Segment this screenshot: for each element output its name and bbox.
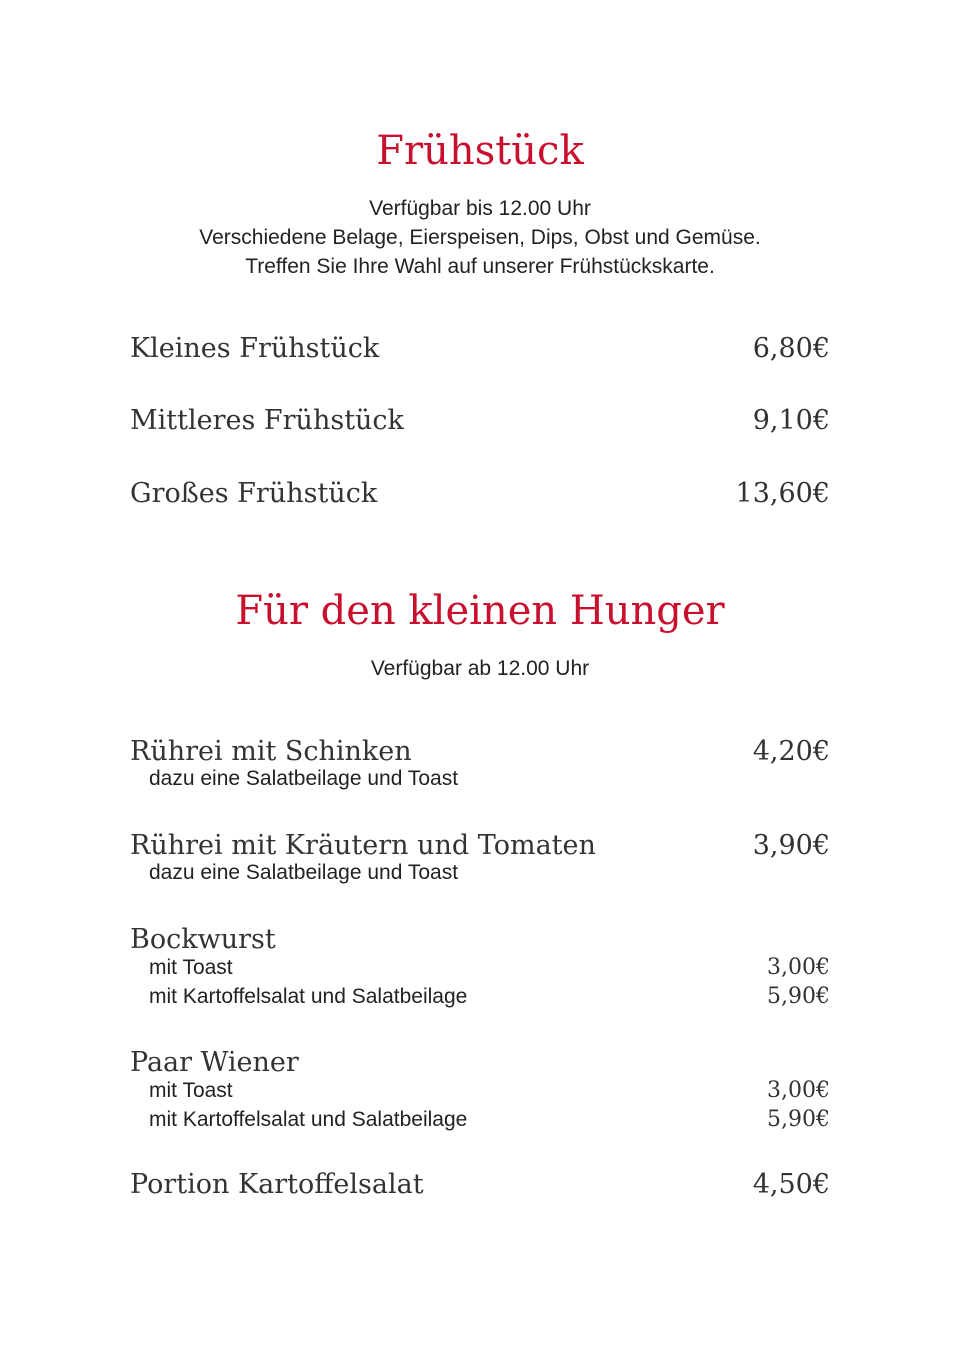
breakfast-note-availability: Verfügbar bis 12.00 Uhr <box>369 197 591 220</box>
menu-item-price: 13,60€ <box>735 478 830 509</box>
menu-item-portion-kartoffelsalat <box>130 1169 830 1200</box>
menu-item-grosses-fruehstueck <box>130 478 830 509</box>
menu-item-name: Paar Wiener <box>130 1047 299 1078</box>
menu-item-description: dazu eine Salatbeilage und Toast <box>149 767 459 790</box>
menu-item-kleines-fruehstueck <box>130 333 830 364</box>
section-title-snacks: Für den kleinen Hunger <box>235 588 725 634</box>
menu-item-price: 4,20€ <box>752 736 830 767</box>
menu-item-description: dazu eine Salatbeilage und Toast <box>149 861 459 884</box>
menu-item-name: Portion Kartoffelsalat <box>130 1169 424 1200</box>
menu-item-option <box>130 1107 830 1136</box>
menu-item-name: Mittleres Frühstück <box>130 405 404 436</box>
menu-item-name: Bockwurst <box>130 924 276 955</box>
option-price: 5,90€ <box>767 984 830 1009</box>
menu-item-mittleres-fruehstueck <box>130 405 830 436</box>
menu-item-price: 6,80€ <box>752 333 830 364</box>
option-label: mit Toast <box>149 1079 233 1102</box>
menu-item-ruehrei-kraeuter <box>130 830 830 885</box>
option-label: mit Kartoffelsalat und Salatbeilage <box>149 985 468 1008</box>
breakfast-note-menu-card: Treffen Sie Ihre Wahl auf unserer Frühstückskarte. <box>245 255 715 278</box>
menu-item-name: Kleines Frühstück <box>130 333 380 364</box>
menu-item-price: 4,50€ <box>752 1169 830 1200</box>
menu-item-name: Großes Frühstück <box>130 478 378 509</box>
menu-item-option <box>130 955 830 984</box>
menu-item-ruehrei-schinken <box>130 736 830 791</box>
option-price: 3,00€ <box>767 1078 830 1103</box>
option-label: mit Toast <box>149 956 233 979</box>
option-label: mit Kartoffelsalat und Salatbeilage <box>149 1108 468 1131</box>
menu-item-name: Rührei mit Schinken <box>130 736 412 767</box>
snacks-note-availability: Verfügbar ab 12.00 Uhr <box>370 657 590 680</box>
menu-item-paar-wiener <box>130 1047 830 1136</box>
option-price: 3,00€ <box>767 955 830 980</box>
menu-item-option <box>130 984 830 1013</box>
section-title-breakfast: Frühstück <box>376 128 584 174</box>
menu-item-option <box>130 1078 830 1107</box>
breakfast-notes <box>0 194 960 281</box>
menu-item-bockwurst <box>130 924 830 1013</box>
option-price: 5,90€ <box>767 1107 830 1132</box>
breakfast-note-options: Verschiedene Belage, Eierspeisen, Dips, Obst und Gemüse. <box>199 226 761 249</box>
menu-item-name: Rührei mit Kräutern und Tomaten <box>130 830 596 861</box>
menu-item-price: 3,90€ <box>752 830 830 861</box>
menu-item-price: 9,10€ <box>752 405 830 436</box>
